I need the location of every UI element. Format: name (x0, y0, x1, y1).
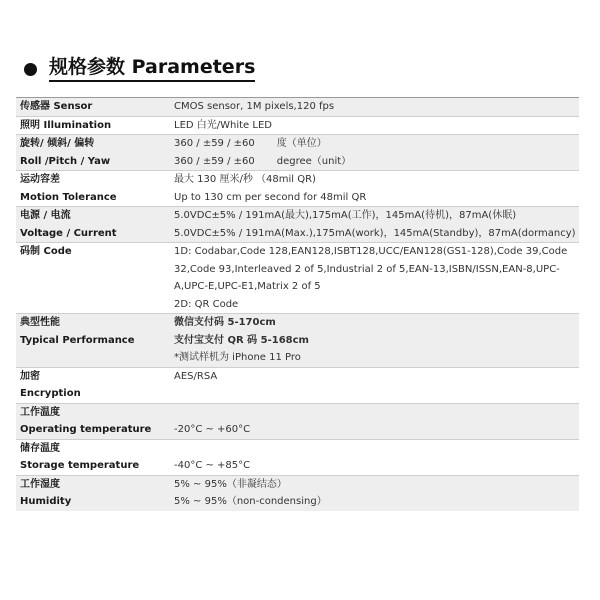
row-label: Encryption (20, 388, 81, 399)
table-row (16, 314, 579, 332)
row-value (170, 135, 579, 153)
row-label: Humidity (16, 493, 170, 511)
row-label: 照明 Illumination (16, 116, 170, 135)
table-row (16, 421, 579, 439)
row-value (170, 385, 579, 403)
row-value: 1D: Codabar,Code 128,EAN128,ISBT128,UCC/EAN128(GS1-128),Code 39,Code 32,Code 93,Interleaved 2 of 5,Industrial 2 of 5,EAN-13,ISBN/ISSN,EAN-8,UPC-A,UPC-E,UPC-E1,Matrix 2 of 5 (170, 243, 579, 296)
row-value: AES/RSA (170, 367, 579, 385)
row-value: 最大 130 厘米/秒 （48mil QR) (170, 171, 579, 189)
row-value: 5.0VDC±5% / 191mA(Max.),175mA(work)，145mA(Standby)，87mA(dormancy) (170, 225, 579, 243)
row-label: Motion Tolerance (20, 191, 117, 203)
table-row (16, 367, 579, 385)
row-value: 5% ~ 95%（非凝结态） (170, 475, 579, 493)
row-value: 微信支付码 5-170cm (170, 314, 579, 332)
table-row (16, 457, 579, 475)
table-row (16, 403, 579, 421)
row-label: 传感器 Sensor (16, 98, 170, 117)
table-row (16, 349, 579, 367)
table-row (16, 475, 579, 493)
row-value (170, 439, 579, 457)
table-row (16, 207, 579, 225)
table-row (16, 332, 579, 350)
spec-table (16, 97, 579, 511)
row-label: 工作温度 (16, 403, 170, 421)
row-label: 典型性能 (16, 314, 170, 332)
row-label: 运动容差 (16, 171, 170, 189)
row-value: *测试样机为 iPhone 11 Pro (170, 349, 579, 367)
row-label (16, 349, 170, 367)
row-value: -20°C ~ +60°C (170, 421, 579, 439)
table-row (16, 439, 579, 457)
row-value: 支付宝支付 QR 码 5-168cm (170, 332, 579, 350)
table-row (16, 98, 579, 117)
row-label: 旋转/ 倾斜/ 偏转 (16, 135, 170, 153)
row-value: -40°C ~ +85°C (174, 460, 251, 471)
angle-unit: 度（单位） (276, 138, 327, 149)
row-label (16, 296, 170, 314)
section-heading (22, 54, 582, 84)
row-value: 5.0VDC±5% / 191mA(最大),175mA(工作)，145mA(待机)，87mA(休眠) (170, 207, 579, 225)
row-value (170, 153, 579, 171)
angle-values: 360 / ±59 / ±60 (174, 155, 255, 167)
row-value: LED 白光/White LED (170, 116, 579, 135)
row-label: 电源 / 电流 (16, 207, 170, 225)
row-label: Voltage / Current (16, 225, 170, 243)
heading-title: 规格参数 Parameters (49, 56, 255, 82)
row-value: Up to 130 cm per second for 48mil QR (174, 191, 367, 203)
row-label: 加密 (16, 367, 170, 385)
table-row (16, 225, 579, 243)
row-label: 储存温度 (16, 439, 170, 457)
angle-values: 360 / ±59 / ±60 (174, 138, 255, 149)
row-label: Storage temperature (20, 460, 140, 471)
table-row (16, 493, 579, 511)
table-row (16, 171, 579, 189)
table-row (16, 189, 579, 207)
table-row (16, 116, 579, 135)
table-row (16, 296, 579, 314)
table-row (16, 135, 579, 153)
table-row (16, 153, 579, 171)
row-value: CMOS sensor, 1M pixels,120 fps (170, 98, 579, 117)
bullet-icon (24, 63, 37, 76)
row-value: 2D: QR Code (174, 298, 239, 310)
row-label: 码制 Code (16, 243, 170, 296)
row-label: Operating temperature (16, 421, 170, 439)
row-label: Roll /Pitch / Yaw (16, 153, 170, 171)
table-row (16, 243, 579, 296)
row-value: 5% ~ 95%（non-condensing） (170, 493, 579, 511)
row-value (170, 403, 579, 421)
angle-unit: degree（unit） (276, 155, 352, 167)
row-label: 工作湿度 (16, 475, 170, 493)
row-label: Typical Performance (16, 332, 170, 350)
table-row (16, 385, 579, 403)
